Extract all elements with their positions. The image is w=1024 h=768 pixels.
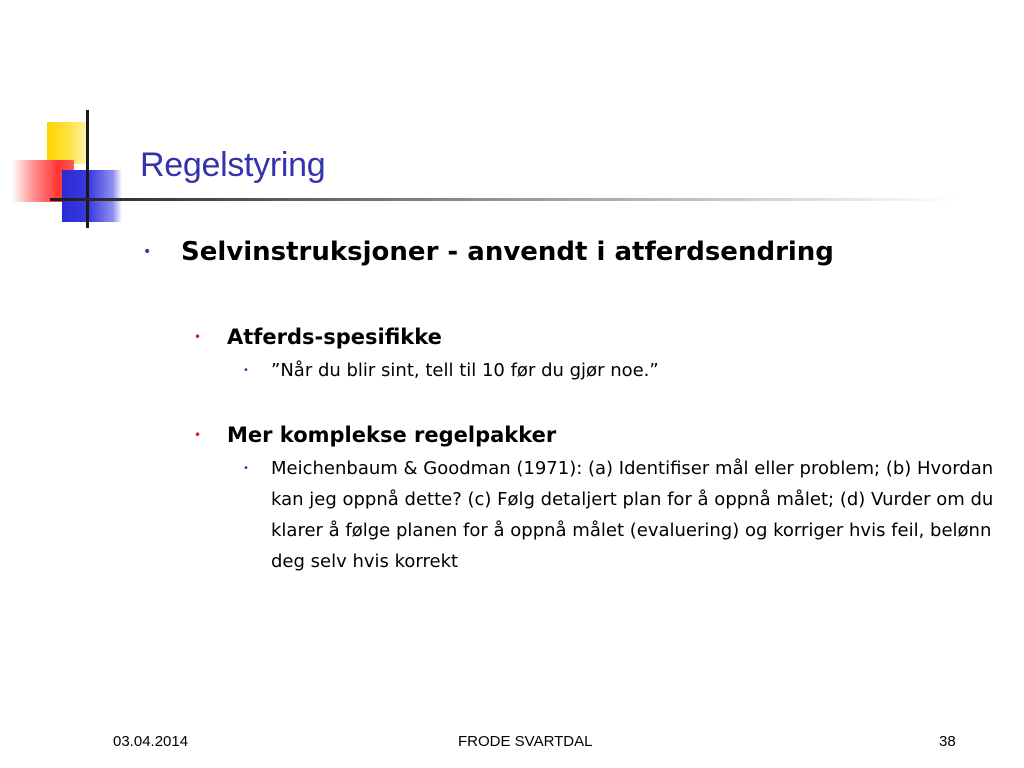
vertical-rule [86, 110, 89, 228]
bullet-sub2-heading: Mer komplekse regelpakker [227, 423, 557, 447]
bullet-sub1 [140, 322, 1000, 352]
blue-square [62, 170, 122, 222]
footer-date: 03.04.2014 [113, 733, 189, 750]
bullet-sub1-heading: Atferds-spesifikke [227, 325, 442, 349]
bullet-main [140, 232, 1000, 272]
bullet-main-text: Selvinstruksjoner - anvendt i atferdsendring [181, 237, 834, 267]
bullet-icon: • [194, 428, 202, 442]
bullet-sub2-detail [140, 453, 1000, 577]
bullet-icon: • [243, 365, 249, 376]
bullet-list [140, 232, 1000, 577]
bullet-sub2 [140, 420, 1000, 450]
decorative-logo [0, 0, 160, 240]
bullet-sub2-detail-text: Meichenbaum & Goodman (1971): (a) Identifiser mål eller problem; (b) Hvordan kan jeg oppnå dette? (c) Følg detaljert plan for å oppnå målet; (d) Vurder om du klarer å følge planen for å oppnå målet (evaluering) og korriger hvis feil, belønn deg selv hvis korrekt [271, 458, 994, 572]
footer-author: FRODE SVARTDAL [458, 733, 593, 750]
bullet-icon: • [194, 330, 202, 344]
title-underline [50, 198, 960, 201]
bullet-icon: • [243, 463, 249, 474]
footer-page-number: 38 [939, 733, 956, 750]
bullet-sub1-detail-text: ”Når du blir sint, tell til 10 før du gjør noe.” [271, 360, 659, 381]
yellow-square [47, 122, 87, 164]
bullet-sub1-detail [140, 355, 1000, 386]
slide-title: Regelstyring [140, 146, 326, 184]
bullet-icon: • [143, 244, 152, 260]
